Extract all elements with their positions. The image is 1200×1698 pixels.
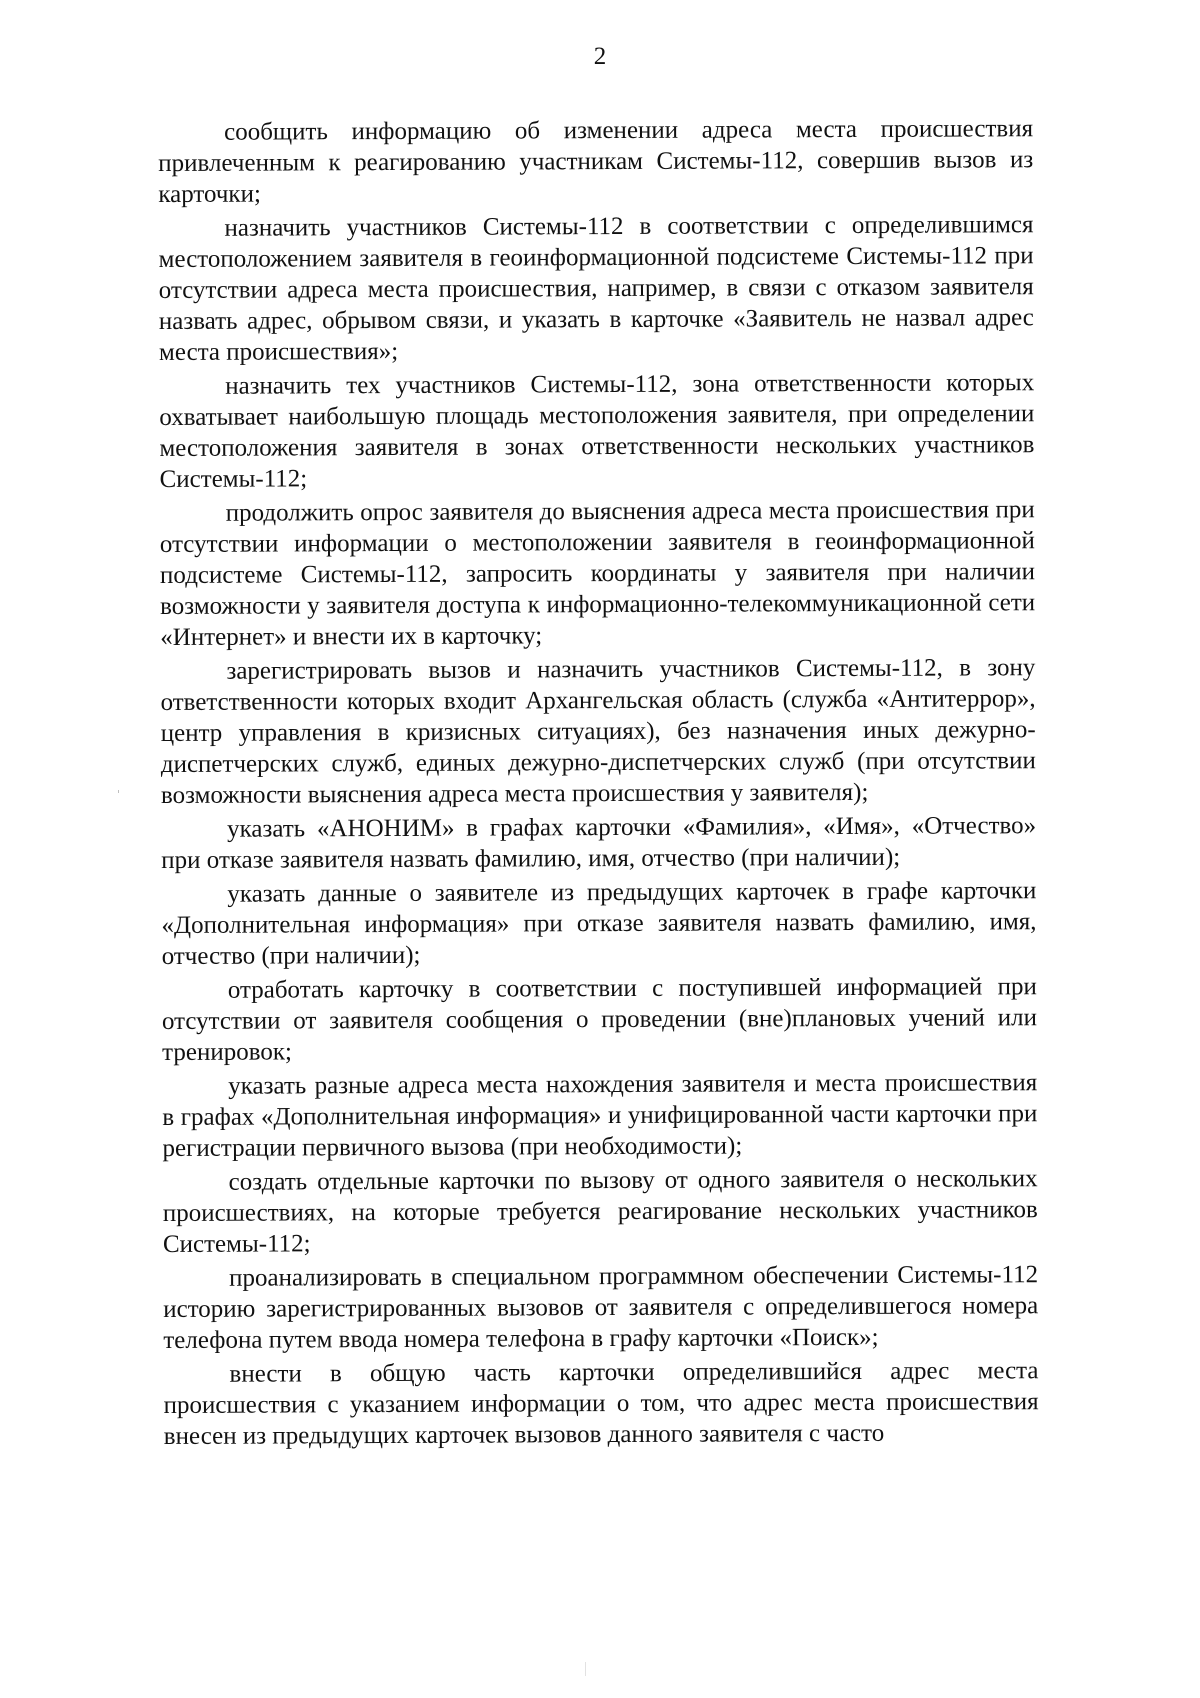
paragraph-3: назначить тех участников Системы-112, зона ответственности которых охватывает наибольшую площадь местоположения заявителя, при определении местоположения заявителя в зонах ответственности нескольких участников Системы-112; xyxy=(159,369,1035,493)
scan-speck xyxy=(585,1662,586,1676)
paragraph-6: указать «АНОНИМ» в графах карточки «Фамилия», «Имя», «Отчество» при отказе заявителя назвать фамилию, имя, отчество (при наличии); xyxy=(161,812,1037,874)
paragraph-12: внести в общую часть карточки определившийся адрес места происшествия с указанием информации о том, что адрес места происшествия внесен из предыдущих карточек вызовов данного заявителя с часто xyxy=(163,1357,1039,1450)
body-text xyxy=(158,113,1039,1455)
scan-speck xyxy=(118,790,119,793)
paragraph-10: создать отдельные карточки по вызову от одного заявителя о нескольких происшествиях, на которые требуется реагирование нескольких участников Системы-112; xyxy=(162,1165,1038,1258)
paragraph-7: указать данные о заявителе из предыдущих карточек в графе карточки «Дополнительная информация» при отказе заявителя назвать фамилию, имя, отчество (при наличии); xyxy=(161,877,1037,970)
paragraph-8: отработать карточку в соответствии с поступившей информацией при отсутствии от заявителя сообщения о проведении (вне)плановых учений или тренировок; xyxy=(161,973,1037,1066)
paragraph-5: зарегистрировать вызов и назначить участников Системы-112, в зону ответственности которых входит Архангельская область (служба «Антитеррор», центр управления в кризисных ситуациях), без назначения иных дежурно-диспетчерских служб, единых дежурно-диспетчерских служб (при отсутствии возможности выяснения адреса места происшествия у заявителя); xyxy=(160,654,1036,809)
paragraph-1: сообщить информацию об изменении адреса места происшествия привлеченным к реагированию участникам Системы-112, совершив вызов из карточки; xyxy=(158,115,1034,208)
paragraph-2: назначить участников Системы-112 в соответствии с определившимся местоположением заявителя в геоинформационной подсистеме Системы-112 при отсутствии адреса места происшествия, например, в связи с отказом заявителя назвать адрес, обрывом связи, и указать в карточке «Заявитель не назвал адрес места происшествия»; xyxy=(158,211,1034,366)
paragraph-4: продолжить опрос заявителя до выяснения адреса места происшествия при отсутствии информации о местоположении заявителя в геоинформационной подсистеме Системы-112, запросить координаты у заявителя при наличии возможности у заявителя доступа к информационно-телекоммуникационной сети «Интернет» и внести их в карточку; xyxy=(159,496,1036,651)
page-number: 2 xyxy=(593,43,607,70)
paragraph-9: указать разные адреса места нахождения заявителя и места происшествия в графах «Дополнительная информация» и унифицированной части карточки при регистрации первичного вызова (при необходимости); xyxy=(162,1069,1038,1162)
paragraph-11: проанализировать в специальном программном обеспечении Системы-112 историю зарегистрированных вызовов от заявителя с определившегося номера телефона путем ввода номера телефона в графу карточки «Поиск»; xyxy=(163,1261,1039,1354)
